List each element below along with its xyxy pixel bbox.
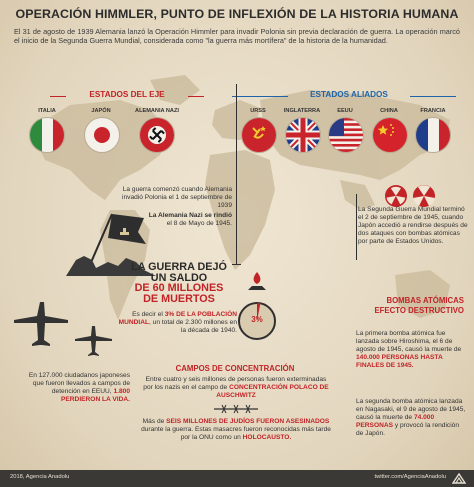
allies-title: ESTADOS ALIADOS (310, 90, 388, 99)
footer (0, 470, 474, 487)
barbed-wire-icon (214, 404, 258, 414)
death-desc-red: 3% DE LA POBLACIÓN MUNDIAL (118, 311, 237, 326)
japanese-camps-text (18, 372, 130, 404)
camps-p2-red: SEIS MILLONES DE JUDÍOS FUERON ASESINADOS (166, 418, 330, 425)
axis-title-line-right (188, 96, 204, 97)
war-end-date: el 8 de Mayo de 1945. (166, 220, 232, 227)
nagasaki-deaths: 74.000 PERSONAS (356, 414, 435, 429)
bomber-planes-icon (10, 296, 120, 362)
eternal-flame-icon (242, 270, 272, 294)
death-toll-headline (124, 262, 234, 304)
camps-text-1 (140, 376, 332, 400)
ussr-flag-icon (241, 117, 277, 153)
death-line4: DE MUERTOS (143, 292, 215, 305)
page-title: OPERACIÓN HIMMLER, PUNTO DE INFLEXIÓN DE LA HISTORIA HUMANA (15, 7, 459, 21)
camps-text-2 (140, 418, 332, 442)
allies-title-line-right (410, 96, 456, 97)
camps-p1: Entre cuatro y seis millones de personas fueron exterminadas por los nazis en el campo de (143, 376, 327, 391)
footer-credit: 2018, Agencia Anadolu (10, 474, 70, 480)
hiroshima-desc: La primera bomba atómica fue lanzada sobre Hiroshima, el 6 de agosto de 1945, causó la muerte de (356, 330, 462, 353)
uk-flag-icon (285, 117, 321, 153)
country-name-uk: INGLATERRA (283, 108, 321, 114)
radiation-icons (384, 184, 436, 208)
hiroshima-deaths: 140.000 PERSONAS HASTA FINALES DE 1945. (356, 354, 443, 369)
atomic-title1: BOMBAS ATÓMICAS (386, 296, 464, 305)
death-percent-text (117, 311, 237, 335)
usa-flag-icon (328, 117, 364, 153)
japanese-deaths: 1.800 PERDIERON LA VIDA. (61, 388, 130, 403)
timeline-line (236, 84, 237, 264)
intro-text: El 31 de agosto de 1939 Alemania lanzó la Operación Himmler para invadir Polonia sin previa declaración de guerra. La operación marcó el inicio de la Segunda Guerra Mundial, considerada como "la guerra más mortífera" de la historia de la humanidad. (14, 27, 460, 45)
japanese-desc: En 127.000 ciudadanos japoneses que fueron llevados a campos de detención en EEUU, (28, 372, 130, 395)
country-name-ussr: URSS (250, 108, 266, 114)
axis-title: ESTADOS DEL EJE (89, 90, 165, 99)
country-name-japan: JAPÓN (91, 108, 111, 114)
atomic-title2: EFECTO DESTRUCTIVO (374, 306, 464, 315)
japan-flag-icon (84, 117, 120, 153)
japan-line (356, 194, 357, 260)
country-name-germany: ALEMANIA NAZI (135, 108, 179, 114)
country-name-usa: EEUU (337, 108, 353, 114)
france-flag-icon (415, 117, 451, 153)
china-flag-icon (372, 117, 408, 153)
italy-flag-icon (29, 117, 65, 153)
death-line1: LA GUERRA DEJÓ (131, 261, 227, 273)
death-desc-a: Es decir el (132, 311, 163, 318)
country-name-france: FRANCIA (420, 108, 446, 114)
camps-p2-b: durante la guerra. Estas masacres fueron reconocidas más tarde por la ONU como un (141, 426, 331, 441)
camps-p2-red2: HOLOCAUSTO. (242, 434, 292, 441)
death-line2: UN SALDO (150, 271, 208, 284)
war-end-text (118, 212, 232, 228)
percent-label: 3% (251, 315, 263, 324)
camps-title: CAMPOS DE CONCENTRACIÓN (175, 364, 295, 373)
japan-surrender-text: La Segunda Guerra Mundial terminó el 2 de septiembre de 1945, cuando Japón accedió a rendirse después de dos ataques con bombas atómicas por parte de Estados Unidos. (358, 206, 468, 245)
war-start-text: La guerra comenzó cuando Alemania invadió Polonia el 1 de septiembre de 1939 (122, 186, 232, 209)
nazi-germany-flag-icon (139, 117, 175, 153)
nagasaki-desc: La segunda bomba atómica lanzada en Nagasaki, el 9 de agosto de 1945, causó la muerte de (356, 398, 466, 421)
death-line3: DE 60 MILLONES (134, 282, 224, 295)
camps-p1-red: CONCENTRACIÓN POLACO DE AUSCHWITZ (216, 384, 329, 399)
country-name-italy: ITALIA (38, 108, 56, 114)
anadolu-logo-icon (452, 473, 466, 484)
allies-title-line-left (232, 96, 288, 97)
war-end-bold: La Alemania Nazi se rindió (148, 212, 232, 219)
hiroshima-text (356, 330, 466, 370)
nagasaki-text (356, 398, 466, 438)
camps-p2-a: Más de (142, 418, 165, 425)
death-desc-b: , un total de 2.300 millones en la década de 1940. (149, 319, 237, 334)
atomic-title (340, 296, 464, 316)
nagasaki-end: y provocó la rendición de Japón. (356, 422, 460, 437)
country-name-china: CHINA (380, 108, 398, 114)
axis-title-line-left (50, 96, 66, 97)
footer-twitter: twitter.com/AgenciaAnadolu (374, 474, 446, 480)
